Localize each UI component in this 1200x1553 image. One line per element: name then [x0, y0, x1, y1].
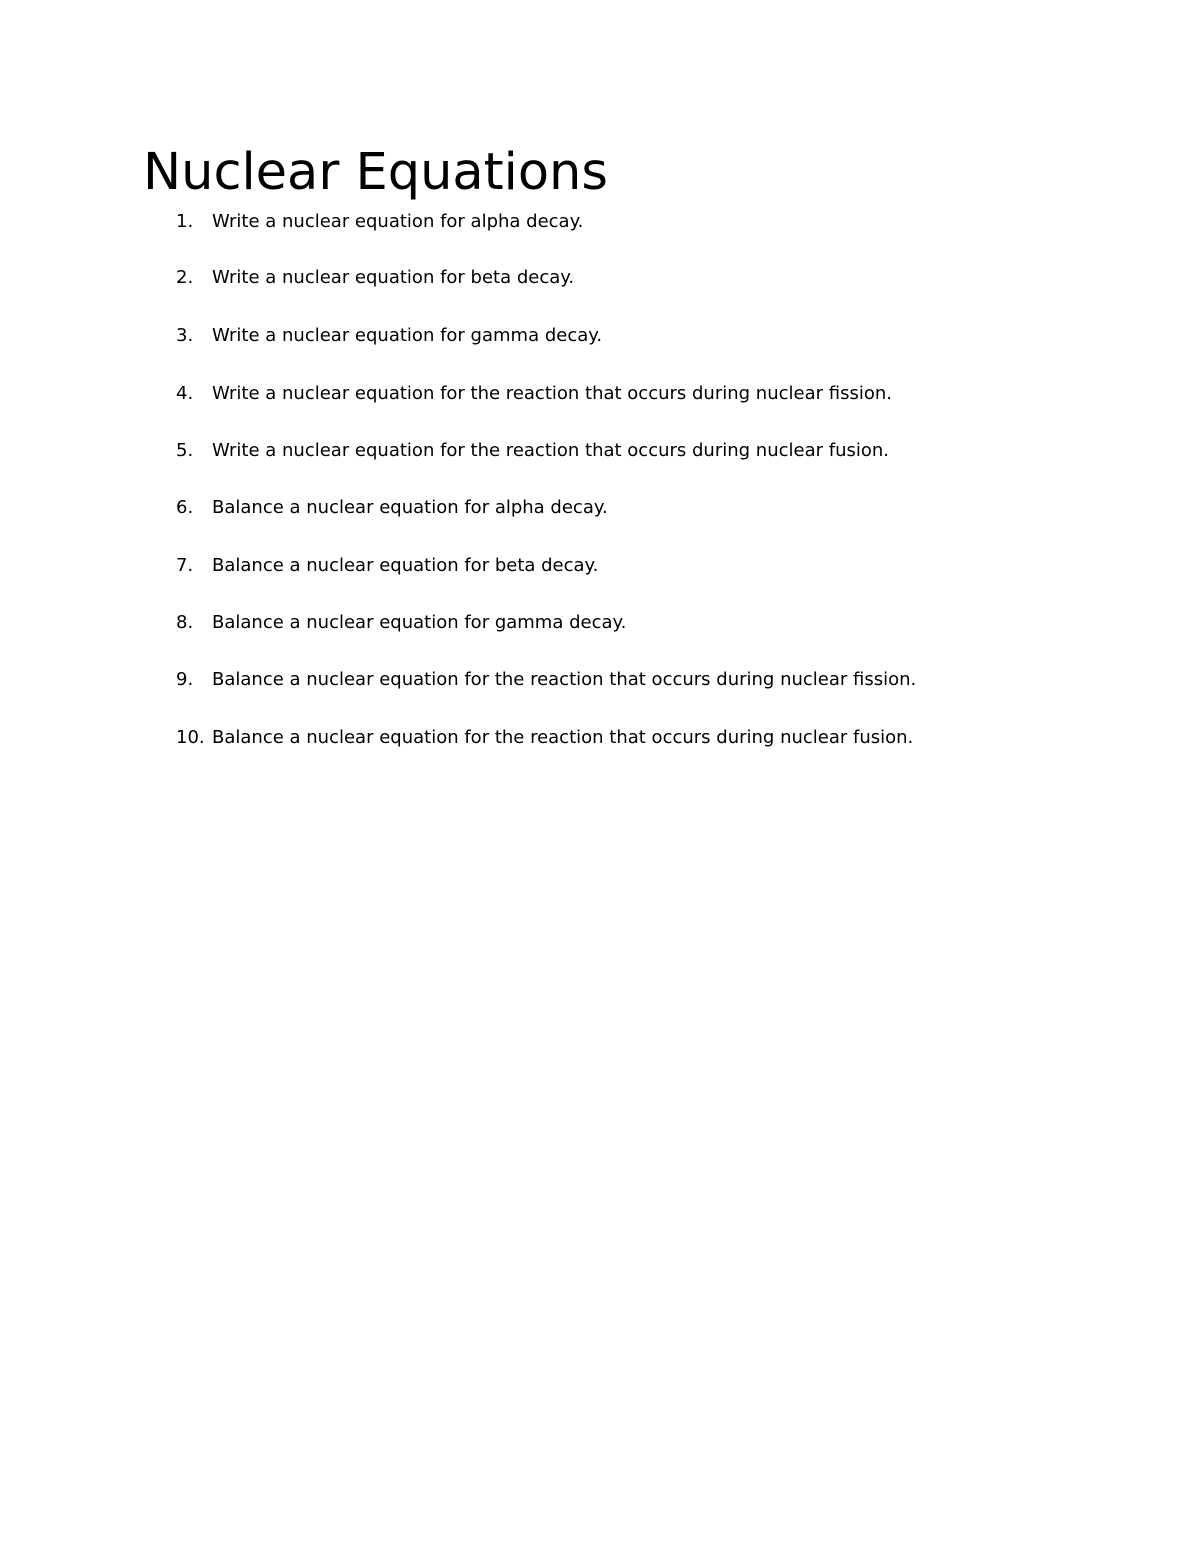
list-item — [176, 379, 892, 409]
question-number: 3. — [176, 325, 194, 346]
list-item — [176, 493, 608, 523]
question-text: Balance a nuclear equation for beta decay. — [212, 555, 599, 576]
question-number: 8. — [176, 612, 194, 633]
list-item — [176, 436, 889, 466]
list-item — [176, 551, 598, 581]
question-text: Write a nuclear equation for the reaction that occurs during nuclear fission. — [212, 383, 892, 404]
question-number: 2. — [176, 267, 194, 288]
question-number: 6. — [176, 497, 194, 518]
question-number: 4. — [176, 383, 194, 404]
list-item — [176, 207, 583, 237]
list-item — [176, 608, 626, 638]
question-text: Balance a nuclear equation for the reaction that occurs during nuclear fission. — [212, 669, 917, 690]
question-text: Write a nuclear equation for gamma decay. — [212, 325, 603, 346]
list-item — [176, 263, 574, 293]
list-item — [176, 665, 916, 695]
question-text: Balance a nuclear equation for alpha decay. — [212, 497, 608, 518]
question-number: 5. — [176, 440, 194, 461]
question-text: Balance a nuclear equation for the reaction that occurs during nuclear fusion. — [212, 727, 914, 748]
list-item — [176, 723, 913, 753]
question-text: Write a nuclear equation for the reaction that occurs during nuclear fusion. — [212, 440, 890, 461]
question-number: 9. — [176, 669, 194, 690]
question-number: 10. — [176, 727, 205, 748]
question-number: 1. — [176, 211, 194, 232]
question-text: Write a nuclear equation for beta decay. — [212, 267, 575, 288]
question-text: Write a nuclear equation for alpha decay. — [212, 211, 584, 232]
page-title: Nuclear Equations — [143, 143, 608, 202]
list-item — [176, 321, 602, 351]
question-text: Balance a nuclear equation for gamma decay. — [212, 612, 627, 633]
question-number: 7. — [176, 555, 194, 576]
